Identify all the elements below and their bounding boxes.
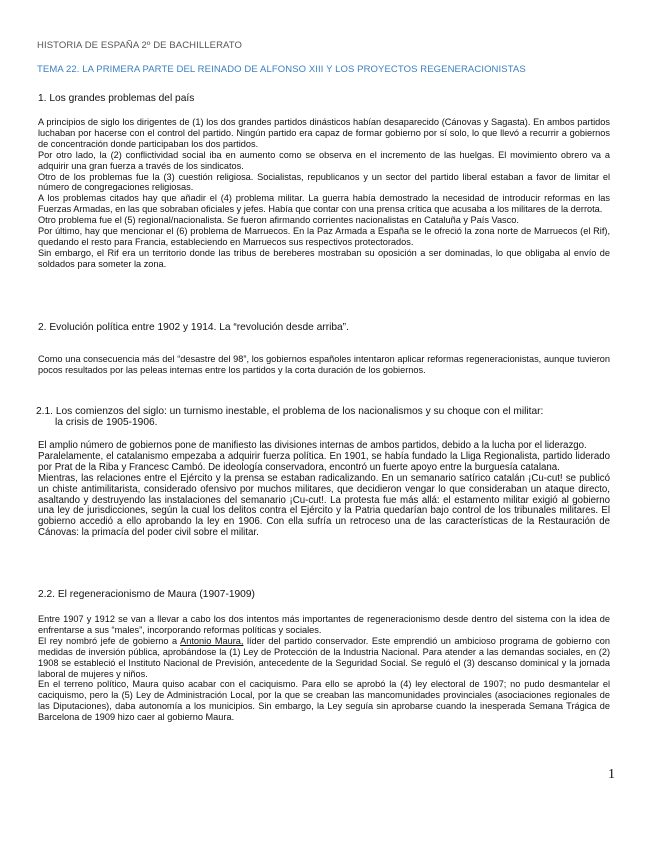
paragraph: En el terreno político, Maura quiso acabar con el caciquismo. Para ello se aprobó la (4) ley electoral de 1907; no pudo desmantelar el caciquismo, pero la (5) Ley de Administración Local, por la que se creaban las mancomunidades provinciales (asociaciones regionales de las Diputaciones), daba autonomía a los municipios. Sin embargo, la Ley seguía sin aprobarse cuando la inesperada Semana Trágica de Barcelona de 1909 hizo caer al gobierno Maura. xyxy=(38,679,610,723)
section-1-heading: 1. Los grandes problemas del país xyxy=(38,93,195,104)
person-name-link[interactable]: Antonio Maura, xyxy=(180,635,244,646)
paragraph: Paralelamente, el catalanismo empezaba a adquirir fuerza política. En 1901, se había fundado la Lliga Regionalista, partido liderado por Prat de la Riba y Francesc Cambó. De ideología conservadora, encontró un fuerte apoyo entre la burguesía catalana. xyxy=(38,450,610,473)
text-run: El rey nombró jefe de gobierno a xyxy=(38,635,181,646)
paragraph: A principios de siglo los dirigentes de (1) los dos grandes partidos dinásticos habían desaparecido (Cánovas y Sagasta). En ambos partidos luchaban por hacerse con el control del partido. Ningún partido era capaz de formar gobierno por sí solo, lo que llevó a recurrir a gobiernos de concentración donde participaban los dos partidos. xyxy=(38,117,610,149)
paragraph xyxy=(38,636,610,680)
section-2-1-heading xyxy=(36,406,543,428)
paragraph: Sin embargo, el Rif era un territorio donde las tribus de bereberes mostraban su oposición a ser dominadas, lo que obligaba al envío de soldados para someter la zona. xyxy=(38,247,610,269)
paragraph: Otro de los problemas fue la (3) cuestión religiosa. Socialistas, republicanos y un sector del partido liberal estaban a favor de limitar el número de congregaciones religiosas. xyxy=(38,171,610,193)
page-number: 1 xyxy=(608,767,615,782)
section-2-body xyxy=(38,354,610,376)
heading-line: la crisis de 1905-1906. xyxy=(55,417,158,428)
section-2-2-heading: 2.2. El regeneracionismo de Maura (1907-1909) xyxy=(38,589,255,600)
paragraph: A los problemas citados hay que añadir el (4) problema militar. La guerra había demostrado la necesidad de introducir reformas en las Fuerzas Armadas, en las que sobraban oficiales y jefes. Había que contar con una prensa crítica que acusaba a los militares de la derrota. xyxy=(38,193,610,215)
document-header: HISTORIA DE ESPAÑA 2º DE BACHILLERATO xyxy=(37,40,242,51)
paragraph: El amplio número de gobiernos pone de manifiesto las divisiones internas de ambos partidos, debido a la lucha por el liderazgo. xyxy=(38,440,587,451)
paragraph: Por último, hay que mencionar el (6) problema de Marruecos. En la Paz Armada a España se le ofreció la zona norte de Marruecos (el Rif), quedando el resto para Francia, estableciendo en Marruecos sus respectivos protectorados. xyxy=(38,226,610,247)
section-2-heading: 2. Evolución política entre 1902 y 1914. La “revolución desde arriba”. xyxy=(38,322,349,333)
section-1-body xyxy=(38,117,610,270)
paragraph: Entre 1907 y 1912 se van a llevar a cabo los dos intentos más importantes de regeneracionismo desde dentro del sistema con la idea de enfrentarse a sus “males”, incorporando reformas políticas y sociales. xyxy=(38,614,610,635)
paragraph: Por otro lado, la (2) conflictividad social iba en aumento como se observa en el incremento de las huelgas. El movimiento obrero va a adquirir una gran fuerza a través de los sindicatos. xyxy=(38,149,610,171)
heading-line: 2.1. Los comienzos del siglo: un turnismo inestable, el problema de los nacionalismos y su choque con el militar: xyxy=(36,406,544,417)
topic-title: TEMA 22. LA PRIMERA PARTE DEL REINADO DE ALFONSO XIII Y LOS PROYECTOS REGENERACIONISTAS xyxy=(37,64,526,75)
section-2-2-body xyxy=(38,614,610,723)
paragraph: Mientras, las relaciones entre el Ejército y la prensa se estaban radicalizando. En un semanario satírico catalán ¡Cu-cut! se publicó un chiste antimilitarista, considerado ofensivo por muchos militares, que decidieron vengar lo que consideraban un ataque directo, asaltando y destruyendo las instalaciones del semanario ¡Cu-cut!. La protesta fue más allá: el estamento militar exigió al gobierno una ley de jurisdicciones, según la cual los delitos contra el Ejército y la Patria quedarían bajo control de los tribunales militares. El gobierno accedió a ello aprobando la ley en 1906. Con ella sufría un retroceso una de las características de la Restauración de Cánovas: la primacía del poder civil sobre el militar. xyxy=(38,472,610,539)
section-2-1-body xyxy=(38,441,610,539)
paragraph: Como una consecuencia más del “desastre del 98”, los gobiernos españoles intentaron aplicar reformas regeneracionistas, aunque tuvieron pocos resultados por las peleas internas entre los partidos y la corta duración de los gobiernos. xyxy=(38,354,610,375)
text-run: líder del partido conservador. Este emprendió un ambicioso programa de gobierno con medidas de inversión pública, aprobándose la (1) Ley de Protección de la Industria Nacional. Para atender a las demandas sociales, en (2) 1908 se estableció el Instituto Nacional de Previsión, antecedente de la Seguridad Social. Se reguló el (3) descanso dominical y la jornada laboral de mujeres y niños. xyxy=(38,635,610,679)
paragraph: Otro problema fue el (5) regional/nacionalista. Se fueron afirmando corrientes nacionalistas en Cataluña y País Vasco. xyxy=(38,215,519,226)
